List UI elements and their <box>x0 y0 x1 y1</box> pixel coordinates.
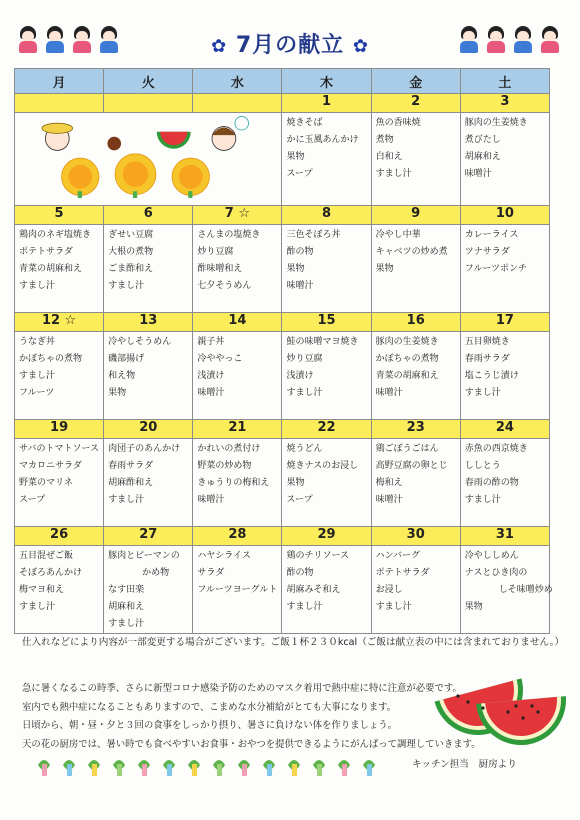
flower-icon: ✿ <box>211 36 228 57</box>
message-block <box>22 680 481 754</box>
day-number: 27 <box>104 527 193 546</box>
day-number: 9 <box>371 206 460 225</box>
menu-item: 冷やししめん <box>464 551 519 561</box>
menu-item: かに玉風あんかけ <box>286 135 359 145</box>
menu-item: 浅漬け <box>286 371 314 381</box>
menu-cell <box>104 225 193 313</box>
doll-icon <box>540 26 560 54</box>
menu-item: 胡麻和え <box>108 602 145 612</box>
menu-cell <box>282 332 371 420</box>
menu-item: 春雨の酢の物 <box>464 478 519 488</box>
menu-cell <box>193 439 282 527</box>
menu-item: すまし汁 <box>286 602 323 612</box>
menu-item: 煮びたし <box>464 135 501 145</box>
day-number: 8 <box>282 206 371 225</box>
menu-item: 味噌汁 <box>375 388 403 398</box>
day-number: 7 ☆ <box>193 206 282 225</box>
menu-item: すまし汁 <box>286 388 323 398</box>
menu-item: 青菜の胡麻和え <box>19 264 83 274</box>
menu-item: ハヤシライス <box>197 551 251 561</box>
menu-item: 梅和え <box>375 478 403 488</box>
menu-cell <box>15 546 104 634</box>
day-number: 26 <box>15 527 104 546</box>
day-number: 14 <box>193 313 282 332</box>
day-number: 12 ☆ <box>15 313 104 332</box>
menu-item: フルーツヨーグルト <box>197 585 278 595</box>
menu-item: 味噌汁 <box>464 169 492 179</box>
menu-item: すまし汁 <box>19 371 56 381</box>
menu-item: 肉団子のあんかけ <box>108 444 181 454</box>
menu-item: すまし汁 <box>464 495 501 505</box>
menu-item: 鮭の味噌マヨ焼き <box>286 337 359 347</box>
menu-item: 五目混ぜご飯 <box>19 551 74 561</box>
menu-cell <box>460 332 549 420</box>
day-number-row <box>15 420 550 439</box>
menu-cell <box>371 332 460 420</box>
menu-row <box>15 439 550 527</box>
menu-cell <box>371 113 460 206</box>
menu-item: 果物 <box>375 264 394 274</box>
tanabata-garland-icon <box>28 750 388 780</box>
menu-cell <box>371 546 460 634</box>
menu-item: すまし汁 <box>108 495 145 505</box>
menu-cell <box>104 332 193 420</box>
menu-row <box>15 332 550 420</box>
menu-row <box>15 546 550 634</box>
menu-item: お浸し <box>375 585 403 595</box>
menu-cell <box>104 439 193 527</box>
day-number-row <box>15 206 550 225</box>
signature: キッチン担当 厨房より <box>412 759 517 770</box>
message-line: 日頃から、朝・昼・夕と３回の食事をしっかり摂り、暑さに負けない体を作りましょう。 <box>22 720 398 731</box>
menu-item: すまし汁 <box>375 169 412 179</box>
watermelon-icon <box>428 660 568 740</box>
menu-item: 浅漬け <box>197 371 225 381</box>
menu-item: 胡麻和え <box>464 152 501 162</box>
day-number-row <box>15 313 550 332</box>
menu-item: 赤魚の西京焼き <box>464 444 528 454</box>
menu-item: フルーツ <box>19 388 55 398</box>
menu-cell <box>282 546 371 634</box>
menu-item: 炒り豆腐 <box>197 247 234 257</box>
menu-item: かぼちゃの煮物 <box>19 354 83 364</box>
day-number-row <box>15 94 550 113</box>
menu-item: スープ <box>19 495 46 505</box>
menu-item: 煮物 <box>375 135 394 145</box>
summer-illustration <box>15 113 282 206</box>
message-line: 天の花の厨房では、暑い時でも食べやすいお食事・おやつを提供できるようにがんばって調理していきます。 <box>22 738 481 750</box>
menu-row <box>15 225 550 313</box>
day-number: 21 <box>193 420 282 439</box>
menu-item: 磯部揚げ <box>108 354 145 364</box>
day-number: 30 <box>371 527 460 546</box>
menu-item: すまし汁 <box>108 619 145 629</box>
menu-item: ポテトサラダ <box>375 568 430 578</box>
menu-item: 果物 <box>286 264 305 274</box>
menu-item: 鶏肉のネギ塩焼き <box>19 230 92 240</box>
day-number: 24 <box>460 420 549 439</box>
menu-item: かめ物 <box>142 568 170 578</box>
menu-item: 味噌汁 <box>197 388 225 398</box>
doll-icon <box>513 26 533 54</box>
menu-item: 炒り豆腐 <box>286 354 323 364</box>
menu-item: 白和え <box>375 152 403 162</box>
menu-item: 和え物 <box>108 371 136 381</box>
day-number: 13 <box>104 313 193 332</box>
menu-item: しそ味噌炒め <box>498 585 553 595</box>
day-number <box>15 94 104 113</box>
menu-item: すまし汁 <box>108 281 145 291</box>
weekday-thu: 木 <box>282 69 371 94</box>
menu-item: 冷やし中華 <box>375 230 421 240</box>
menu-cell <box>193 332 282 420</box>
weekday-sat: 土 <box>460 69 549 94</box>
day-number: 29 <box>282 527 371 546</box>
menu-cell <box>371 225 460 313</box>
menu-cell <box>193 546 282 634</box>
menu-item: 魚の香味焼 <box>375 118 421 128</box>
menu-cell <box>193 225 282 313</box>
menu-item: かれいの煮付け <box>197 444 261 454</box>
menu-item: 焼きナスのお浸し <box>286 461 359 471</box>
menu-item: スープ <box>286 495 313 505</box>
menu-cell <box>460 113 549 206</box>
weekday-wed: 水 <box>193 69 282 94</box>
menu-item: ハンバーグ <box>375 551 420 561</box>
menu-item: 焼きそば <box>286 118 323 128</box>
menu-item: 果物 <box>464 602 483 612</box>
menu-item: ごま酢和え <box>108 264 154 274</box>
menu-item: そぼろあんかけ <box>19 568 83 578</box>
menu-item: 酢の物 <box>286 568 314 578</box>
weekday-mon: 月 <box>15 69 104 94</box>
day-number: 15 <box>282 313 371 332</box>
menu-item: 豚肉の生姜焼き <box>375 337 439 347</box>
menu-item: すまし汁 <box>375 602 412 612</box>
menu-item: ししとう <box>464 461 501 471</box>
day-number: 2 <box>371 94 460 113</box>
menu-cell <box>15 332 104 420</box>
doll-icon <box>486 26 506 54</box>
menu-item: 春雨サラダ <box>464 354 510 364</box>
menu-item: かぼちゃの煮物 <box>375 354 439 364</box>
menu-item: 春雨サラダ <box>108 461 154 471</box>
menu-item: うなぎ丼 <box>19 337 56 347</box>
menu-cell <box>282 439 371 527</box>
menu-cell <box>460 546 553 634</box>
day-number: 3 <box>460 94 549 113</box>
menu-cell <box>460 439 549 527</box>
menu-item: 果物 <box>286 478 305 488</box>
menu-item: 胡麻酢和え <box>108 478 154 488</box>
weekday-tue: 火 <box>104 69 193 94</box>
menu-item: 青菜の胡麻和え <box>375 371 439 381</box>
title-text: 7月の献立 <box>235 33 345 58</box>
menu-item: 味噌汁 <box>286 281 314 291</box>
doll-decoration-right <box>459 26 560 54</box>
menu-item: ツナサラダ <box>464 247 510 257</box>
day-number <box>193 94 282 113</box>
menu-item: サラダ <box>197 568 225 578</box>
menu-item: 塩こうじ漬け <box>464 371 519 381</box>
page-header <box>0 22 580 62</box>
weekday-header-row <box>15 69 550 94</box>
day-number-row <box>15 527 550 546</box>
day-number: 6 <box>104 206 193 225</box>
menu-item: 味噌汁 <box>197 495 225 505</box>
day-number: 23 <box>371 420 460 439</box>
day-number: 16 <box>371 313 460 332</box>
day-number: 10 <box>460 206 549 225</box>
menu-item: なす田楽 <box>108 585 145 595</box>
menu-item: 親子丼 <box>197 337 225 347</box>
menu-item: 梅マヨ和え <box>19 585 65 595</box>
menu-item: 七夕そうめん <box>197 281 252 291</box>
menu-item: マカロニサラダ <box>19 461 82 471</box>
menu-item: 焼うどん <box>286 444 323 454</box>
menu-item: さんまの塩焼き <box>197 230 261 240</box>
day-number: 22 <box>282 420 371 439</box>
menu-item: キャベツの炒め煮 <box>375 247 448 257</box>
menu-item: 果物 <box>286 152 305 162</box>
menu-cell <box>15 225 104 313</box>
menu-item: すまし汁 <box>464 388 501 398</box>
menu-item: 大根の煮物 <box>108 247 154 257</box>
menu-cell <box>371 439 460 527</box>
menu-item: カレーライス <box>464 230 519 240</box>
menu-item: 冷ややっこ <box>197 354 243 364</box>
day-number: 17 <box>460 313 549 332</box>
menu-item: 野菜の炒め物 <box>197 461 252 471</box>
message-line: 室内でも熱中症になることもありますので、こまめな水分補給がとても大事になります。 <box>22 701 397 713</box>
day-number: 28 <box>193 527 282 546</box>
menu-item: すまし汁 <box>19 602 56 612</box>
day-number: 5 <box>15 206 104 225</box>
menu-cell <box>460 225 549 313</box>
doll-icon <box>459 26 479 54</box>
menu-item: ナスとひき肉の <box>464 568 528 578</box>
sunflower-kids-icon <box>15 113 281 198</box>
menu-item: 高野豆腐の卵とじ <box>375 461 448 471</box>
menu-item: 三色そぼろ丼 <box>286 230 341 240</box>
menu-item: ポテトサラダ <box>19 247 73 257</box>
notice-text: 仕入れなどにより内容が一部変更する場合がございます。ご飯１杯２３０kcal（ご飯は献立表の中には含まれておりません。） <box>22 637 565 648</box>
menu-item: 豚肉とピーマンの <box>108 551 180 561</box>
menu-cell <box>104 546 193 634</box>
menu-item: 味噌汁 <box>375 495 403 505</box>
menu-item: 豚肉の生姜焼き <box>464 118 528 128</box>
menu-item: サバのトマトソース <box>19 444 100 454</box>
menu-item: 野菜のマリネ <box>19 478 73 488</box>
menu-cell <box>282 113 371 206</box>
menu-item: 冷やしそうめん <box>108 337 172 347</box>
menu-item: 鶏ごぼうごはん <box>375 444 439 454</box>
menu-cell <box>282 225 371 313</box>
menu-item: すまし汁 <box>19 281 56 291</box>
menu-item: ぎせい豆腐 <box>108 230 154 240</box>
menu-item: フルーツポンチ <box>464 264 528 274</box>
day-number <box>104 94 193 113</box>
day-number: 19 <box>15 420 104 439</box>
weekday-fri: 金 <box>371 69 460 94</box>
day-number: 1 <box>282 94 371 113</box>
menu-item: 酢味噌和え <box>197 264 243 274</box>
day-number: 31 <box>460 527 549 546</box>
menu-calendar <box>14 68 553 634</box>
menu-row <box>15 113 550 206</box>
message-line: 急に暑くなるこの時季、さらに新型コロナ感染予防のためのマスク着用で熱中症に特に注意が必要です。 <box>22 683 462 694</box>
menu-item: スープ <box>286 169 313 179</box>
calendar-body <box>15 94 553 634</box>
menu-item: 鶏のチリソース <box>286 551 350 561</box>
menu-item: 果物 <box>108 388 127 398</box>
menu-item: 五目卵焼き <box>464 337 510 347</box>
menu-item: きゅうりの梅和え <box>197 478 270 488</box>
day-number: 20 <box>104 420 193 439</box>
flower-icon: ✿ <box>352 36 369 57</box>
menu-cell <box>15 439 104 527</box>
menu-item: 胡麻みそ和え <box>286 585 341 595</box>
menu-item: 酢の物 <box>286 247 314 257</box>
